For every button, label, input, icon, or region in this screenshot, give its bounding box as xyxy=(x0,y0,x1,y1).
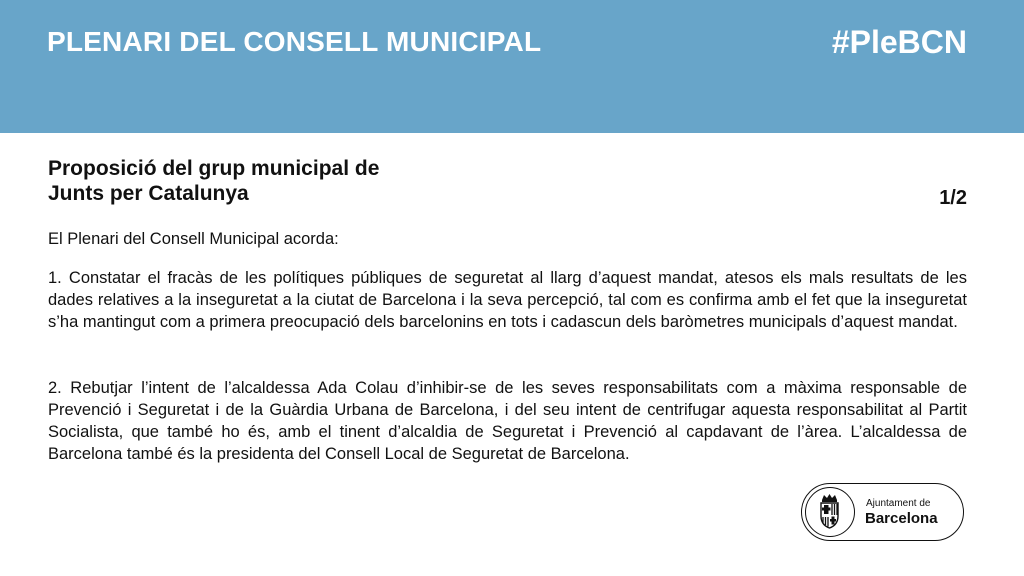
header-title: PLENARI DEL CONSELL MUNICIPAL xyxy=(47,26,542,57)
intro-text: El Plenari del Consell Municipal acorda: xyxy=(48,230,339,248)
document-title xyxy=(48,156,648,206)
document-title-line1: Proposició del grup municipal de xyxy=(48,157,380,180)
header-banner xyxy=(0,0,1024,133)
logo-text-line2: Barcelona xyxy=(865,510,938,527)
document-title-line2: Junts per Catalunya xyxy=(48,182,249,205)
paragraph-2: 2. Rebutjar l’intent de l’alcaldessa Ada Colau d’inhibir-se de les seves responsabilitats com a màxima responsable de Prevenció i Seguretat i de la Guàrdia Urbana de Barcelona, i del seu intent de centrifugar aquesta responsabilitat al Partit Socialista, que també ho és, amb el tinent d’alcaldia de Seguretat i Prevenció al capdavant de l’àrea. L’alcaldessa de Barcelona també és la presidenta del Consell Local de Seguretat de Barcelona. xyxy=(48,379,967,463)
header-hashtag: #PleBCN xyxy=(831,24,967,60)
barcelona-coat-of-arms-icon xyxy=(805,487,855,537)
page-indicator: 1/2 xyxy=(939,187,967,209)
ajuntament-logo xyxy=(801,483,964,541)
logo-text-line1: Ajuntament de xyxy=(866,498,931,509)
paragraph-1: 1. Constatar el fracàs de les polítiques públiques de seguretat al llarg d’aquest mandat, atesos els mals resultats de les dades relatives a la inseguretat a la ciutat de Barcelona i la seva percepció, tal com es confirma amb el fet que la inseguretat s’ha mantingut com a primera preocupació dels barcelonins en tots i cadascun dels baròmetres municipals d’aquest mandat. xyxy=(48,269,967,331)
